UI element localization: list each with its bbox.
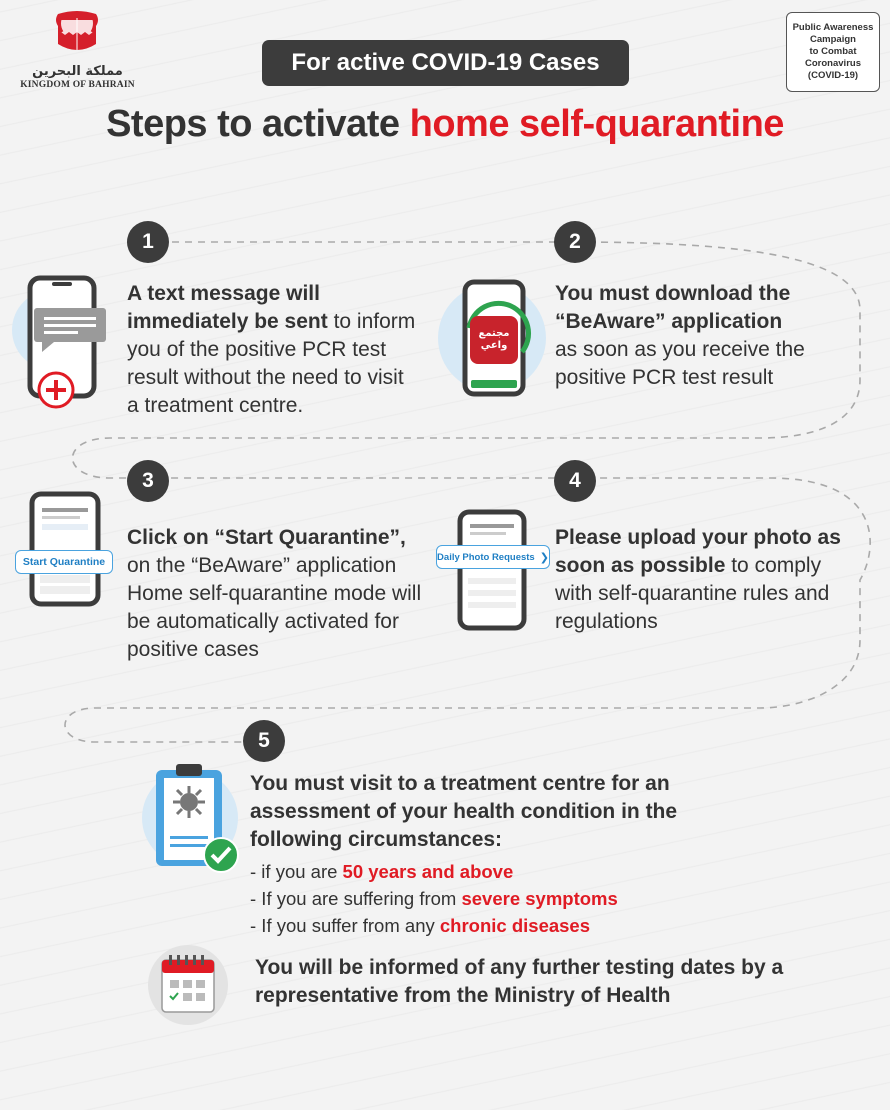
step-4-bold: Please upload your photo as soon as possible [555,526,841,577]
campaign-line-1: Public Awareness [792,22,874,33]
campaign-line-3: to Combat [809,46,857,57]
title-part-1: Steps to activate [106,103,410,145]
banner: For active COVID-19 Cases [262,40,629,86]
logo-english: KINGDOM OF BAHRAIN [20,80,135,90]
step-5-text: You must visit to a treatment centre for an assessment of your health condition in the following circumstances: [250,772,678,851]
step-3-text [127,524,447,664]
bullet-prefix: - If you are suffering from [250,888,462,909]
step-5-number: 5 [243,720,285,762]
title-part-2: home self-quarantine [409,103,784,145]
step-4-illustration [430,508,555,633]
step-2-number: 2 [554,221,596,263]
bullet-prefix: - if you are [250,861,343,882]
campaign-line-4: Coronavirus [805,58,861,69]
step-1-rest: to inform you of the positive PCR test result without the need to visit a treatment centre. [127,310,416,417]
logo-arabic: مملكة البحرين [32,64,123,79]
start-quarantine-pill: Start Quarantine [15,550,113,574]
bahrain-emblem-icon [52,10,102,64]
list-item [250,912,750,939]
step-2-text [555,280,855,392]
list-item [250,858,750,885]
campaign-badge [786,12,880,92]
step-3-line2: on the “BeAware” application [127,554,397,577]
footer-note: You will be informed of any further testing dates by a representative from the Ministry of Health [255,956,784,1007]
step-2-illustration [437,272,547,407]
check-icon [202,836,240,874]
step-2-rest: as soon as you receive the positive PCR test result [555,338,805,389]
virus-icon [171,784,207,820]
kingdom-logo [20,10,135,95]
step-2-bold: You must download the “BeAware” application [555,282,791,333]
step-1-number: 1 [127,221,169,263]
step-4-rest: to comply with self-quarantine rules and regulations [555,554,830,633]
step-3-rest: Home self-quarantine mode will be automatically activated for positive cases [127,582,422,661]
message-icon [34,308,106,352]
bullet-highlight: 50 years and above [342,861,514,882]
criteria-list [250,858,750,939]
bullet-prefix: - If you suffer from any [250,915,440,936]
calendar-icon [140,940,240,1030]
page-title [0,100,890,148]
step-3-bold: Click on “Start Quarantine”, [127,526,406,549]
step-3-number: 3 [127,460,169,502]
app-icon-arabic-1: مجتمع [478,328,510,339]
step-4-number: 4 [554,460,596,502]
chevron-right-icon: ❯ [539,551,549,564]
step-5-illustration [140,760,250,880]
daily-photo-label: Daily Photo Requests [437,551,535,563]
step-4-text [555,524,855,636]
plus-icon [36,370,76,410]
step-1-text [127,280,417,420]
calendar-illustration [140,940,240,1030]
bullet-highlight: severe symptoms [461,888,618,909]
step-1-illustration [10,270,120,415]
step-1-bold: A text message will immediately be sent [127,282,328,333]
daily-photo-pill [436,545,550,569]
step-3-illustration [10,490,120,610]
campaign-line-2: Campaign [810,34,856,45]
list-item [250,885,750,912]
app-icon [470,316,518,364]
campaign-line-5: (COVID-19) [807,70,859,81]
app-icon-arabic-2: واعي [480,340,508,351]
bullet-highlight: chronic diseases [439,915,591,936]
